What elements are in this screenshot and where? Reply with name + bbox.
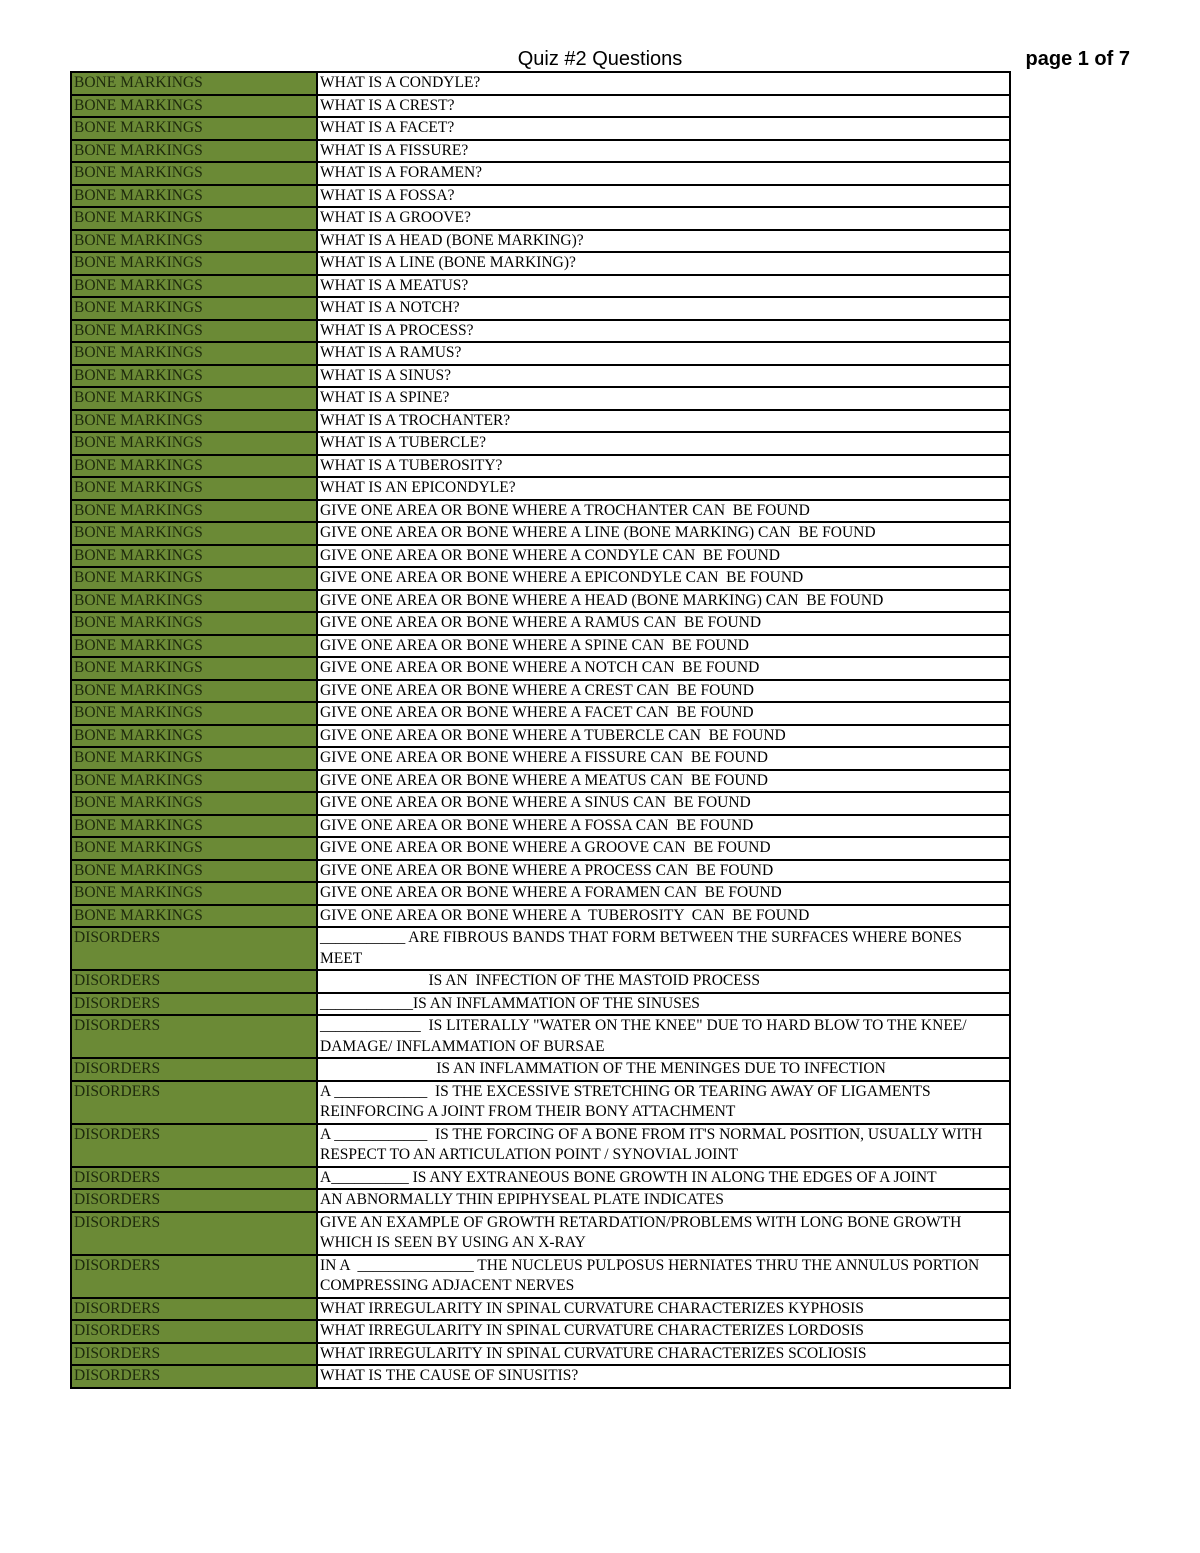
- category-cell: BONE MARKINGS: [71, 815, 317, 838]
- category-cell: BONE MARKINGS: [71, 590, 317, 613]
- category-cell: BONE MARKINGS: [71, 162, 317, 185]
- category-cell: BONE MARKINGS: [71, 455, 317, 478]
- category-cell: DISORDERS: [71, 1058, 317, 1081]
- table-row: [71, 1058, 1010, 1081]
- table-row: [71, 567, 1010, 590]
- question-cell: WHAT IS A PROCESS?: [317, 320, 1010, 343]
- category-cell: BONE MARKINGS: [71, 702, 317, 725]
- question-cell: WHAT IS A RAMUS?: [317, 342, 1010, 365]
- category-cell: BONE MARKINGS: [71, 567, 317, 590]
- category-cell: BONE MARKINGS: [71, 882, 317, 905]
- table-row: [71, 1298, 1010, 1321]
- table-row: [71, 970, 1010, 993]
- table-row: [71, 207, 1010, 230]
- table-row: [71, 365, 1010, 388]
- question-cell: GIVE ONE AREA OR BONE WHERE A SINUS CAN BE FOUND: [317, 792, 1010, 815]
- category-cell: DISORDERS: [71, 1343, 317, 1366]
- table-row: [71, 162, 1010, 185]
- question-cell: WHAT IS A MEATUS?: [317, 275, 1010, 298]
- table-row: [71, 95, 1010, 118]
- question-cell: GIVE ONE AREA OR BONE WHERE A RAMUS CAN BE FOUND: [317, 612, 1010, 635]
- question-cell: WHAT IS A CONDYLE?: [317, 72, 1010, 95]
- category-cell: BONE MARKINGS: [71, 297, 317, 320]
- table-row: [71, 725, 1010, 748]
- category-cell: BONE MARKINGS: [71, 365, 317, 388]
- question-cell: GIVE ONE AREA OR BONE WHERE A TUBEROSITY CAN BE FOUND: [317, 905, 1010, 928]
- table-row: [71, 140, 1010, 163]
- table-row: [71, 72, 1010, 95]
- category-cell: BONE MARKINGS: [71, 95, 317, 118]
- category-cell: DISORDERS: [71, 927, 317, 970]
- table-row: [71, 342, 1010, 365]
- table-row: [71, 612, 1010, 635]
- question-cell: WHAT IRREGULARITY IN SPINAL CURVATURE CHARACTERIZES SCOLIOSIS: [317, 1343, 1010, 1366]
- category-cell: BONE MARKINGS: [71, 432, 317, 455]
- table-row: [71, 1320, 1010, 1343]
- question-cell: WHAT IS A FORAMEN?: [317, 162, 1010, 185]
- category-cell: BONE MARKINGS: [71, 770, 317, 793]
- category-cell: DISORDERS: [71, 1320, 317, 1343]
- category-cell: BONE MARKINGS: [71, 477, 317, 500]
- category-cell: BONE MARKINGS: [71, 792, 317, 815]
- question-cell: GIVE ONE AREA OR BONE WHERE A PROCESS CAN BE FOUND: [317, 860, 1010, 883]
- table-row: [71, 747, 1010, 770]
- table-row: [71, 297, 1010, 320]
- question-cell: ____________IS AN INFLAMMATION OF THE SINUSES: [317, 993, 1010, 1016]
- category-cell: BONE MARKINGS: [71, 410, 317, 433]
- category-cell: DISORDERS: [71, 1124, 317, 1167]
- question-cell: WHAT IS A NOTCH?: [317, 297, 1010, 320]
- quiz-table: [70, 71, 1011, 1389]
- table-row: [71, 657, 1010, 680]
- table-row: [71, 1212, 1010, 1255]
- table-row: [71, 522, 1010, 545]
- category-cell: BONE MARKINGS: [71, 725, 317, 748]
- question-cell: GIVE ONE AREA OR BONE WHERE A HEAD (BONE MARKING) CAN BE FOUND: [317, 590, 1010, 613]
- table-row: [71, 230, 1010, 253]
- table-row: [71, 1015, 1010, 1058]
- question-cell: IS AN INFLAMMATION OF THE MENINGES DUE TO INFECTION: [317, 1058, 1010, 1081]
- question-cell: WHAT IS A FACET?: [317, 117, 1010, 140]
- category-cell: DISORDERS: [71, 970, 317, 993]
- category-cell: DISORDERS: [71, 1255, 317, 1298]
- page-title: Quiz #2 Questions: [517, 48, 683, 70]
- category-cell: BONE MARKINGS: [71, 680, 317, 703]
- category-cell: DISORDERS: [71, 1212, 317, 1255]
- table-row: [71, 185, 1010, 208]
- category-cell: BONE MARKINGS: [71, 185, 317, 208]
- table-row: [71, 1365, 1010, 1388]
- question-cell: WHAT IS A TUBERCLE?: [317, 432, 1010, 455]
- table-row: [71, 770, 1010, 793]
- category-cell: BONE MARKINGS: [71, 747, 317, 770]
- table-row: [71, 387, 1010, 410]
- table-row: [71, 1255, 1010, 1298]
- question-cell: WHAT IS A HEAD (BONE MARKING)?: [317, 230, 1010, 253]
- category-cell: BONE MARKINGS: [71, 140, 317, 163]
- question-cell: WHAT IS A FOSSA?: [317, 185, 1010, 208]
- category-cell: BONE MARKINGS: [71, 320, 317, 343]
- table-row: [71, 927, 1010, 970]
- table-row: [71, 432, 1010, 455]
- table-row: [71, 815, 1010, 838]
- question-cell: GIVE ONE AREA OR BONE WHERE A FOSSA CAN BE FOUND: [317, 815, 1010, 838]
- question-cell: WHAT IS A TROCHANTER?: [317, 410, 1010, 433]
- page-header: [70, 46, 1130, 72]
- question-cell: ___________ ARE FIBROUS BANDS THAT FORM BETWEEN THE SURFACES WHERE BONES MEET: [317, 927, 1010, 970]
- question-cell: WHAT IS A SINUS?: [317, 365, 1010, 388]
- question-cell: GIVE ONE AREA OR BONE WHERE A SPINE CAN BE FOUND: [317, 635, 1010, 658]
- category-cell: BONE MARKINGS: [71, 500, 317, 523]
- question-cell: GIVE ONE AREA OR BONE WHERE A TUBERCLE CAN BE FOUND: [317, 725, 1010, 748]
- category-cell: BONE MARKINGS: [71, 905, 317, 928]
- page-number: page 1 of 7: [1025, 48, 1130, 70]
- table-row: [71, 680, 1010, 703]
- table-row: [71, 837, 1010, 860]
- category-cell: BONE MARKINGS: [71, 545, 317, 568]
- table-row: [71, 545, 1010, 568]
- quiz-table-body: [71, 72, 1010, 1388]
- question-cell: GIVE ONE AREA OR BONE WHERE A NOTCH CAN BE FOUND: [317, 657, 1010, 680]
- category-cell: BONE MARKINGS: [71, 342, 317, 365]
- category-cell: DISORDERS: [71, 993, 317, 1016]
- question-cell: GIVE ONE AREA OR BONE WHERE A FISSURE CAN BE FOUND: [317, 747, 1010, 770]
- question-cell: GIVE ONE AREA OR BONE WHERE A CREST CAN BE FOUND: [317, 680, 1010, 703]
- category-cell: BONE MARKINGS: [71, 275, 317, 298]
- question-cell: WHAT IS A CREST?: [317, 95, 1010, 118]
- question-cell: WHAT IS AN EPICONDYLE?: [317, 477, 1010, 500]
- table-row: [71, 1124, 1010, 1167]
- table-row: [71, 792, 1010, 815]
- category-cell: BONE MARKINGS: [71, 230, 317, 253]
- category-cell: DISORDERS: [71, 1015, 317, 1058]
- table-row: [71, 117, 1010, 140]
- question-cell: WHAT IS THE CAUSE OF SINUSITIS?: [317, 1365, 1010, 1388]
- table-row: [71, 1189, 1010, 1212]
- question-cell: GIVE ONE AREA OR BONE WHERE A MEATUS CAN BE FOUND: [317, 770, 1010, 793]
- category-cell: DISORDERS: [71, 1167, 317, 1190]
- table-row: [71, 320, 1010, 343]
- table-row: [71, 635, 1010, 658]
- table-row: [71, 477, 1010, 500]
- question-cell: GIVE ONE AREA OR BONE WHERE A LINE (BONE MARKING) CAN BE FOUND: [317, 522, 1010, 545]
- table-row: [71, 860, 1010, 883]
- category-cell: BONE MARKINGS: [71, 837, 317, 860]
- question-cell: GIVE ONE AREA OR BONE WHERE A GROOVE CAN BE FOUND: [317, 837, 1010, 860]
- question-cell: A__________ IS ANY EXTRANEOUS BONE GROWTH IN ALONG THE EDGES OF A JOINT: [317, 1167, 1010, 1190]
- table-row: [71, 882, 1010, 905]
- category-cell: BONE MARKINGS: [71, 612, 317, 635]
- table-row: [71, 275, 1010, 298]
- table-row: [71, 252, 1010, 275]
- category-cell: BONE MARKINGS: [71, 387, 317, 410]
- question-cell: GIVE ONE AREA OR BONE WHERE A CONDYLE CAN BE FOUND: [317, 545, 1010, 568]
- table-row: [71, 1167, 1010, 1190]
- category-cell: BONE MARKINGS: [71, 252, 317, 275]
- category-cell: BONE MARKINGS: [71, 117, 317, 140]
- category-cell: DISORDERS: [71, 1081, 317, 1124]
- table-row: [71, 590, 1010, 613]
- question-cell: WHAT IS A FISSURE?: [317, 140, 1010, 163]
- table-row: [71, 410, 1010, 433]
- category-cell: BONE MARKINGS: [71, 657, 317, 680]
- category-cell: BONE MARKINGS: [71, 522, 317, 545]
- question-cell: WHAT IS A GROOVE?: [317, 207, 1010, 230]
- question-cell: WHAT IRREGULARITY IN SPINAL CURVATURE CHARACTERIZES KYPHOSIS: [317, 1298, 1010, 1321]
- category-cell: BONE MARKINGS: [71, 860, 317, 883]
- question-cell: WHAT IS A LINE (BONE MARKING)?: [317, 252, 1010, 275]
- table-row: [71, 1081, 1010, 1124]
- question-cell: WHAT IS A TUBEROSITY?: [317, 455, 1010, 478]
- category-cell: BONE MARKINGS: [71, 207, 317, 230]
- table-row: [71, 993, 1010, 1016]
- question-cell: GIVE ONE AREA OR BONE WHERE A TROCHANTER CAN BE FOUND: [317, 500, 1010, 523]
- category-cell: DISORDERS: [71, 1365, 317, 1388]
- question-cell: WHAT IS A SPINE?: [317, 387, 1010, 410]
- table-row: [71, 1343, 1010, 1366]
- question-cell: _____________ IS LITERALLY "WATER ON THE KNEE" DUE TO HARD BLOW TO THE KNEE/ DAMAGE/ INFLAMMATION OF BURSAE: [317, 1015, 1010, 1058]
- question-cell: WHAT IRREGULARITY IN SPINAL CURVATURE CHARACTERIZES LORDOSIS: [317, 1320, 1010, 1343]
- table-row: [71, 905, 1010, 928]
- question-cell: IN A _______________ THE NUCLEUS PULPOSUS HERNIATES THRU THE ANNULUS PORTION COMPRESSING ADJACENT NERVES: [317, 1255, 1010, 1298]
- question-cell: IS AN INFECTION OF THE MASTOID PROCESS: [317, 970, 1010, 993]
- category-cell: DISORDERS: [71, 1189, 317, 1212]
- table-row: [71, 500, 1010, 523]
- category-cell: DISORDERS: [71, 1298, 317, 1321]
- category-cell: BONE MARKINGS: [71, 635, 317, 658]
- question-cell: A ____________ IS THE EXCESSIVE STRETCHING OR TEARING AWAY OF LIGAMENTS REINFORCING A JOINT FROM THEIR BONY ATTACHMENT: [317, 1081, 1010, 1124]
- question-cell: GIVE ONE AREA OR BONE WHERE A FORAMEN CAN BE FOUND: [317, 882, 1010, 905]
- question-cell: A ____________ IS THE FORCING OF A BONE FROM IT'S NORMAL POSITION, USUALLY WITH RESPECT TO AN ARTICULATION POINT / SYNOVIAL JOINT: [317, 1124, 1010, 1167]
- table-row: [71, 455, 1010, 478]
- question-cell: AN ABNORMALLY THIN EPIPHYSEAL PLATE INDICATES: [317, 1189, 1010, 1212]
- table-row: [71, 702, 1010, 725]
- question-cell: GIVE ONE AREA OR BONE WHERE A EPICONDYLE CAN BE FOUND: [317, 567, 1010, 590]
- question-cell: GIVE AN EXAMPLE OF GROWTH RETARDATION/PROBLEMS WITH LONG BONE GROWTH WHICH IS SEEN BY USING AN X-RAY: [317, 1212, 1010, 1255]
- question-cell: GIVE ONE AREA OR BONE WHERE A FACET CAN BE FOUND: [317, 702, 1010, 725]
- category-cell: BONE MARKINGS: [71, 72, 317, 95]
